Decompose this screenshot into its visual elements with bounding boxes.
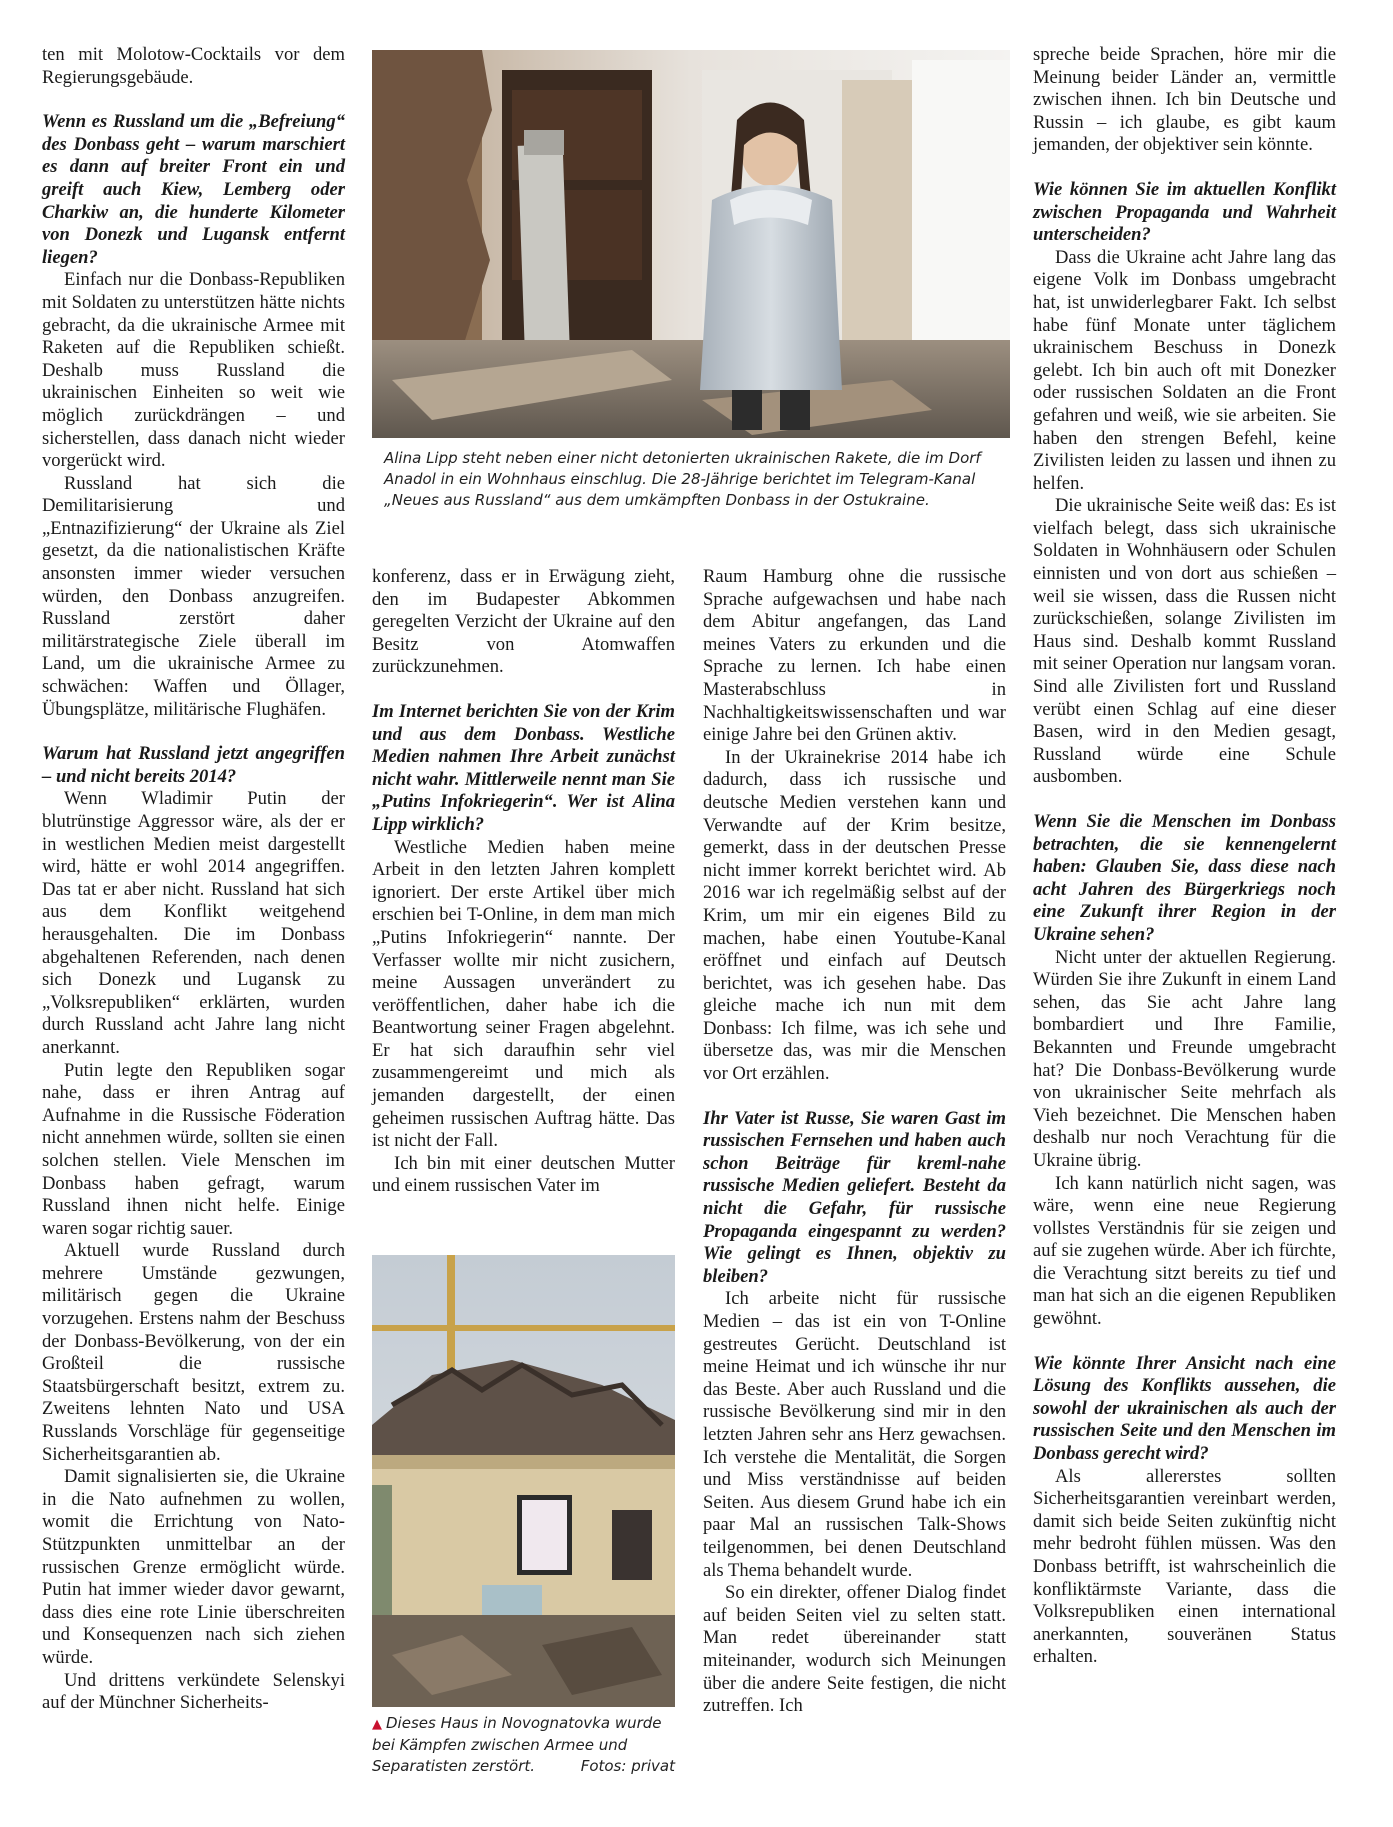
photo-credit: Fotos: privat bbox=[580, 1757, 675, 1775]
paragraph: spreche beide Sprachen, höre mir die Meinung beider Länder an, vermittle zwischen ihnen. Ich bin Deutsche und Russin – ich glaube, es gibt kaum jemanden, der objektiver sein könnte. bbox=[1033, 44, 1336, 156]
paragraph: Aktuell wurde Russland durch mehrere Umstände gezwungen, militärisch gegen die Ukraine vorzugehen. Erstens nahm der Beschuss der Donbass-Bevölkerung, von der ein Großteil die russische Staatsbürgerschaft besitzt, extrem zu. Zweitens lehnten Nato und USA Russlands Vorschläge für gegenseitige Sicherheitsgarantien ab. bbox=[42, 1240, 345, 1465]
paragraph: Einfach nur die Donbass-Republiken mit Soldaten zu unterstützen hätte nichts gebracht, da die ukrainische Armee mit Raketen auf die Republiken schießt. Deshalb muss Russland die ukrainischen Einheiten so weit wie möglich zurückdrängen – und sicherstellen, dass danach nicht wieder vorgerückt wird. bbox=[42, 269, 345, 472]
paragraph: Putin legte den Republiken sogar nahe, dass er ihren Antrag auf Aufnahme in die Russische Föderation nicht annehmen würde, sollten sie einen solchen stellen. Viele Menschen im Donbass haben gefragt, warum Russland ihnen nicht helfe. Einige waren sogar richtig sauer. bbox=[42, 1059, 345, 1239]
paragraph: Westliche Medien haben meine Arbeit in den letzten Jahren komplett ignoriert. Der erste Artikel über mich erschien bei T-Online, in dem man mich „Putins Infokriegerin“ nannte. Der Verfasser wollte mir nicht zusichern, meine Aussagen unverändert zu veröffentlichen, daher habe ich die Beantwortung seiner Fragen abgelehnt. Er hat sich daraufhin sehr viel zusammengereimt und mich als jemanden dargestellt, der einen geheimen russischen Auftrag hätte. Das ist nicht der Fall. bbox=[372, 836, 675, 1152]
interview-question: Wie können Sie im aktuellen Konflikt zwischen Propaganda und Wahrheit unterscheiden? bbox=[1033, 178, 1336, 246]
paragraph: Raum Hamburg ohne die russische Sprache aufgewachsen und habe nach dem Abitur angefangen, das Land meines Vaters zu erkunden und die Sprache zu lernen. Ich habe einen Masterabschluss in Nachhaltigkeitswissenschaften und war einige Jahre bei den Grünen aktiv. bbox=[703, 566, 1006, 746]
paragraph: Die ukrainische Seite weiß das: Es ist vielfach belegt, dass sich ukrainische Soldaten in Wohnhäusern oder Schulen einnisten und von dort aus schießen – weil sie wissen, dass die Russen nicht zurückschießen, solange Zivilisten im Haus sind. Deshalb kommt Russland mit seiner Operation nur langsam voran. Sind alle Zivilisten fort und Russland verübt einen Schlag auf eine dieser Basen, wird in den Medien gesagt, Russland würde eine Schule ausbomben. bbox=[1033, 495, 1336, 788]
paragraph: Damit signalisierten sie, die Ukraine in die Nato aufnehmen zu wollen, womit die Errichtung von Nato-Stützpunkten unmittelbar an der russischen Grenze ermöglicht würde. Putin hat immer wieder davor gewarnt, dass dies eine rote Linie überschreiten und Konsequenzen nach sich ziehen würde. bbox=[42, 1466, 345, 1668]
paragraph: Wenn Wladimir Putin der blutrünstige Aggressor wäre, als der er in westlichen Medien meist dargestellt wird, hätte er wohl 2014 angegriffen. Das tat er aber nicht. Russland hat sich aus dem Konflikt weitgehend herausgehalten. Die im Donbass abgehaltenen Referenden, nach denen sich Donezk und Lugansk zu „Volksrepubliken“ erklärten, wurden durch Russland acht Jahre lang nicht anerkannt. bbox=[42, 788, 345, 1058]
interview-question: Wie könnte Ihrer Ansicht nach eine Lösung des Konflikts aussehen, die sowohl der ukrainischen als auch der russischen Seite und den Menschen im Donbass gerecht wird? bbox=[1033, 1352, 1336, 1465]
paragraph: Ich bin mit einer deutschen Mutter und einem russischen Vater im bbox=[372, 1152, 675, 1197]
interview-question: Wenn es Russland um die „Befreiung“ des Donbass geht – warum marschiert es dann auf breiter Front ein und greift auch Kiew, Lemberg oder Charkiw an, die hunderte Kilometer von Donezk und Lugansk entfernt liegen? bbox=[42, 111, 345, 268]
paragraph: Dass die Ukraine acht Jahre lang das eigene Volk im Donbass umgebracht hat, ist unwiderlegbarer Fakt. Ich selbst habe fünf Monate unter täglichem ukrainischem Beschuss in Donezk gelebt. Ich bin auch oft mit Donezker oder russischen Soldaten an die Front gefahren und weiß, wie sie arbeiten. Sie haben den strengen Befehl, keine Zivilisten leiden zu lassen und ihnen zu helfen. bbox=[1033, 246, 1336, 494]
paragraph: Ich arbeite nicht für russische Medien – das ist ein von T-Online gestreutes Gerücht. Deutschland ist meine Heimat und ich wünsche ihr nur das Beste. Aber auch Russland und die russische Bevölkerung sind mir in den letzten Jahren sehr ans Herz gewachsen. Ich verstehe die Mentalität, die Sorgen und Miss verständnisse auf beiden Seiten. Aus diesem Grund habe ich ein paar Mal an russischen Talk-Shows teilgenommen, bei denen Deutschland als Thema behandelt wurde. bbox=[703, 1288, 1006, 1581]
paragraph: Russland hat sich die Demilitarisierung und „Entnazifizierung“ der Ukraine als Ziel gesetzt, da die nationalistischen Kräfte ansonsten immer wieder versuchen würden, den Donbass anzugreifen. Russland zerstört daher militärstrategische Ziele überall im Land, um die ukrainische Armee zu schwächen: Waffen und Öllager, Übungsplätze, militärische Flughäfen. bbox=[42, 472, 345, 720]
caption-text: Alina Lipp steht neben einer nicht detonierten ukrainischen Rakete, die im Dorf Anadol in ein Wohnhaus einschlug. Die 28-Jährige berichtet im Telegram-Kanal „Neues aus Russland“ aus dem umkämpften Donbass in der Ostukraine. bbox=[384, 449, 981, 509]
photo-house-ruins bbox=[372, 1255, 675, 1707]
interview-question: Warum hat Russland jetzt angegriffen – und nicht bereits 2014? bbox=[42, 743, 345, 787]
paragraph: Und drittens verkündete Selenskyi auf der Münchner Sicherheits- bbox=[42, 1669, 345, 1714]
photo-alina-lipp-rocket bbox=[372, 50, 1010, 438]
photo-destroyed-house bbox=[372, 1255, 675, 1707]
photo-caption bbox=[372, 1713, 675, 1777]
interview-question: Ihr Vater ist Russe, Sie waren Gast im russischen Fernsehen und haben auch schon Beiträge für kreml-nahe russische Medien geliefert. Besteht da nicht die Gefahr, für russische Propaganda eingespannt zu werden? Wie gelingt es Ihnen, objektiv zu bleiben? bbox=[703, 1107, 1006, 1287]
paragraph: ten mit Molotow-Cocktails vor dem Regierungsgebäude. bbox=[42, 44, 345, 88]
paragraph: konferenz, dass er in Erwägung zieht, den im Budapester Abkommen geregelten Verzicht der Ukraine auf den Besitz von Atomwaffen zurückzunehmen. bbox=[372, 566, 675, 678]
paragraph: In der Ukrainekrise 2014 habe ich dadurch, dass ich russische und deutsche Medien verstehen kann und Verwandte auf der Krim besitze, gemerkt, dass in der deutschen Presse nicht immer korrekt berichtet wird. Ab 2016 war ich regelmäßig selbst auf der Krim, um mir ein eigenes Bild zu machen, habe einen Youtube-Kanal eröffnet und einfach auf Deutsch berichtet, was ich gesehen habe. Das gleiche mache ich nun mit dem Donbass: Ich filme, was ich sehe und übersetze das, was mir die Menschen vor Ort erzählen. bbox=[703, 746, 1006, 1085]
triangle-marker-icon: ▲ bbox=[372, 1717, 382, 1732]
paragraph: Als allererstes sollten Sicherheitsgarantien vereinbart werden, damit sich beide Seiten zukünftig nicht mehr bedroht fühlen müssen. Was den Donbass betrifft, ist wahrscheinlich die konfliktärmste Variante, dass die Volksrepubliken einen international anerkannten, souveränen Status erhalten. bbox=[1033, 1465, 1336, 1668]
column-2 bbox=[372, 566, 675, 1198]
photo-room-damage bbox=[372, 50, 1010, 438]
interview-question: Im Internet berichten Sie von der Krim und aus dem Donbass. Westliche Medien nahmen Ihre Arbeit zunächst nicht wahr. Mittlerweile nennt man Sie „Putins Infokriegerin“. Wer ist Alina Lipp wirklich? bbox=[372, 700, 675, 835]
column-3 bbox=[703, 566, 1006, 1718]
paragraph: So ein direkter, offener Dialog findet auf beiden Seiten viel zu selten statt. Man redet übereinander statt miteinander, wodurch sich Meinungen über die andere Seite festigen, die nicht zutreffen. Ich bbox=[703, 1582, 1006, 1717]
column-1 bbox=[42, 44, 345, 1715]
paragraph: Ich kann natürlich nicht sagen, was wäre, wenn eine neue Regierung vollstes Verständnis für sie zeigen und auf sie zugehen würde. Aber ich fürchte, die Verachtung sitzt bereits zu tief und man hat sich an die eigenen Republiken gewöhnt. bbox=[1033, 1172, 1336, 1330]
photo-caption bbox=[384, 448, 1004, 511]
interview-question: Wenn Sie die Menschen im Donbass betrachten, die sie kennengelernt haben: Glauben Sie, dass diese nach acht Jahren des Bürgerkriegs noch eine Zukunft ihrer Region in der Ukraine sehen? bbox=[1033, 811, 1336, 945]
caption-text: Dieses Haus in Novognatovka wurde bei Kämpfen zwischen Armee und Separatisten zerstört. bbox=[372, 1714, 662, 1775]
column-4 bbox=[1033, 44, 1336, 1669]
paragraph: Nicht unter der aktuellen Regierung. Würden Sie ihre Zukunft in einem Land sehen, das Sie acht Jahre lang bombardiert und Ihre Familie, Bekannten und Freunde umgebracht hat? Die Donbass-Bevölkerung wurde von ukrainischer Seite mehrfach als Vieh bezeichnet. Die Menschen haben deshalb nur noch Verachtung für die Ukraine übrig. bbox=[1033, 946, 1336, 1171]
